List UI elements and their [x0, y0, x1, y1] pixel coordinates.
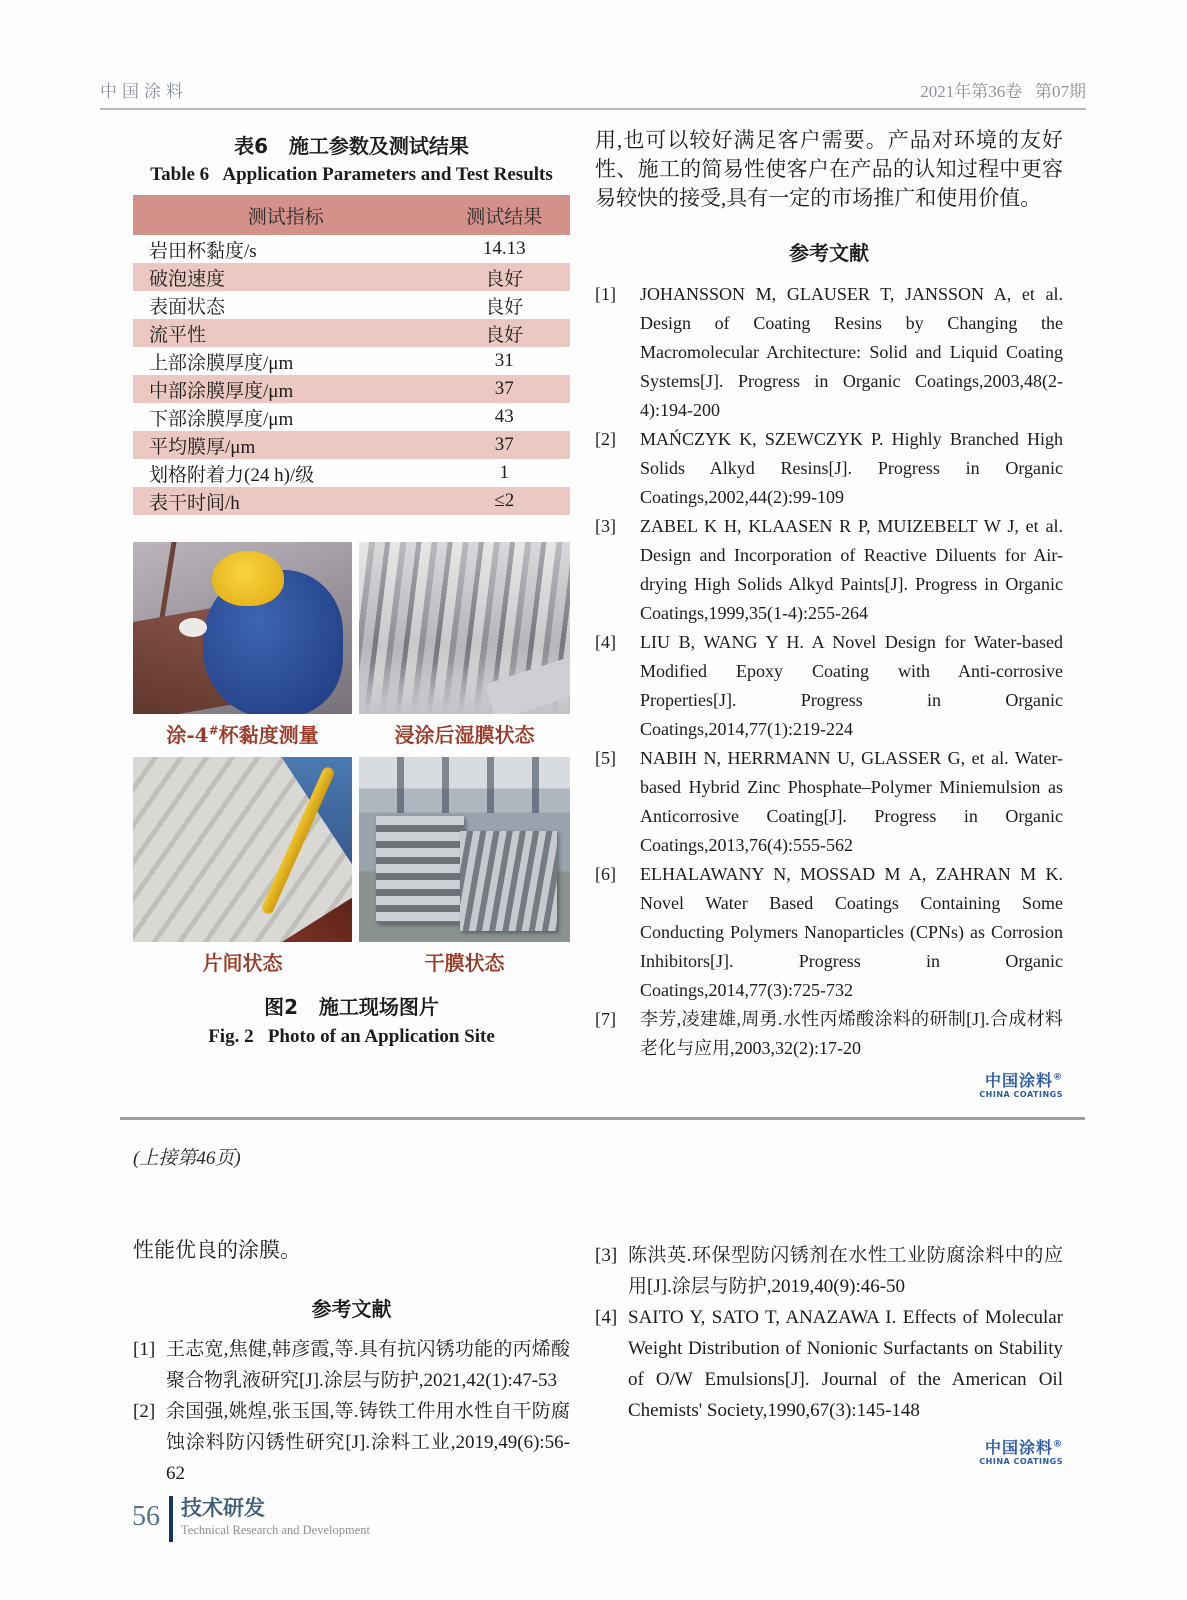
bottom-left-column — [133, 1236, 570, 1489]
photo-caption-between-fins: 片间状态 — [202, 951, 283, 975]
journal-name: 中国涂料 — [100, 82, 188, 101]
glove-shape — [179, 618, 207, 637]
result-cell: 37 — [494, 378, 514, 399]
param-cell: 下部涂膜厚度/μm — [149, 408, 294, 430]
reference-number: [7] — [595, 1009, 616, 1029]
logo-name-en: CHINA COATINGS — [979, 1457, 1063, 1466]
footer-divider-bar — [169, 1496, 173, 1542]
logo-name-cn: 中国涂料® — [984, 1438, 1063, 1457]
column-header-indicator: 测试指标 — [133, 195, 438, 235]
table6-title-en: Table 6 Application Parameters and Test Results — [150, 164, 553, 185]
reference-item — [595, 1005, 1063, 1063]
left-column — [133, 130, 570, 1048]
reference-item — [595, 1240, 1063, 1302]
logo-name-en: CHINA COATINGS — [979, 1090, 1063, 1099]
table-row — [133, 487, 570, 515]
figure2-title-en: Fig. 2 Photo of an Application Site — [208, 1026, 495, 1047]
photo-cell-wet-film — [359, 542, 570, 757]
table-row — [133, 375, 570, 403]
page-footer — [132, 1496, 370, 1542]
reference-text: SAITO Y, SATO T, ANAZAWA I. Effects of Molecular Weight Distribution of Nonionic Surfactants on Stability of O/W Emulsions[J]. Journal of the American Oil Chemists' Society,1990,67(3):145-148 — [628, 1307, 1063, 1421]
reference-number: [2] — [595, 429, 616, 449]
result-cell: 31 — [494, 350, 514, 371]
closing-text: 性能优良的涂膜。 — [133, 1238, 301, 1262]
test-results-table-body — [133, 235, 570, 515]
issue-info: 2021年第36卷 第07期 — [920, 82, 1086, 101]
page-header — [100, 74, 1086, 110]
reference-text: ELHALAWANY N, MOSSAD M A, ZAHRAN M K. Novel Water Based Coatings Containing Some Conducting Polymers Nanoparticles (CPNs) as Corrosion Inhibitors[J]. Progress in Organic Coatings,2014,77(3):725-732 — [640, 864, 1063, 1000]
reference-text: LIU B, WANG Y H. A Novel Design for Water-based Modified Epoxy Coating with Anti-corrosive Properties[J]. Progress in Organic Coatings,2014,77(1):219-224 — [640, 632, 1063, 739]
table-row — [133, 347, 570, 375]
reference-number: [2] — [133, 1401, 156, 1422]
param-cell: 上部涂膜厚度/μm — [149, 352, 294, 374]
yellow-pipe-shape — [260, 765, 336, 915]
reference-item — [133, 1396, 570, 1489]
result-cell: 37 — [494, 434, 514, 455]
photo-caption-dry-film: 干膜状态 — [424, 951, 505, 975]
figure2-photo-grid — [133, 542, 570, 985]
logo-name-cn: 中国涂料® — [984, 1071, 1063, 1090]
result-cell: ≤2 — [494, 490, 515, 511]
result-cell: 良好 — [485, 268, 524, 290]
reference-item — [595, 628, 1063, 744]
references-list-main — [595, 280, 1063, 1063]
section-divider — [120, 1117, 1085, 1120]
bottom-right-column — [595, 1240, 1063, 1466]
continuation-note: (上接第46页) — [133, 1148, 241, 1169]
reference-number: [4] — [595, 1307, 618, 1328]
param-cell: 中部涂膜厚度/μm — [149, 380, 294, 402]
reference-text: ZABEL K H, KLAASEN R P, MUIZEBELT W J, et al. Design and Incorporation of Reactive Diluents for Air-drying High Solids Alkyd Paints[J]. Progress in Organic Coatings,1999,35(1-4):255-264 — [640, 516, 1063, 623]
result-cell: 43 — [494, 406, 514, 427]
result-cell: 1 — [499, 462, 509, 483]
china-coatings-logo-bottom — [595, 1440, 1063, 1466]
table-row — [133, 431, 570, 459]
photo-wet-film-after-dipping — [359, 542, 570, 714]
footer-section-en: Technical Research and Development — [181, 1523, 370, 1538]
table-row — [133, 235, 570, 263]
test-results-table — [133, 195, 570, 515]
reference-text: MAŃCZYK K, SZEWCZYK P. Highly Branched High Solids Alkyd Resins[J]. Progress in Organic Coatings,2002,44(2):99-109 — [640, 429, 1063, 507]
table-row — [133, 459, 570, 487]
page-number: 56 — [132, 1501, 160, 1532]
pallet-stack-shape — [460, 831, 557, 931]
references-heading-continued: 参考文献 — [311, 1297, 392, 1321]
reference-item — [595, 744, 1063, 860]
photo-caption-wet-film: 浸涂后湿膜状态 — [394, 723, 535, 747]
photo-cell-dry-film — [359, 757, 570, 985]
reference-number: [6] — [595, 864, 616, 884]
references-list-bottom-right — [595, 1240, 1063, 1426]
photo-dry-film-state — [359, 757, 570, 942]
table-header-row — [133, 195, 570, 235]
table-row — [133, 403, 570, 431]
photo-cell-between-fins — [133, 757, 352, 985]
photo-viscosity-measurement — [133, 542, 352, 714]
column-header-result: 测试结果 — [438, 195, 570, 235]
param-cell: 岩田杯黏度/s — [149, 240, 257, 262]
reference-text: 陈洪英.环保型防闪锈剂在水性工业防腐涂料中的应用[J].涂层与防护,2019,40(9):46-50 — [628, 1245, 1063, 1297]
helmet-shape — [212, 551, 284, 606]
reference-number: [5] — [595, 748, 616, 768]
references-heading-main: 参考文献 — [789, 241, 869, 265]
table-row — [133, 263, 570, 291]
table-row — [133, 319, 570, 347]
param-cell: 表干时间/h — [149, 492, 240, 514]
reference-number: [1] — [133, 1339, 156, 1360]
param-cell: 流平性 — [149, 324, 207, 346]
references-list-bottom-left — [133, 1334, 570, 1489]
roof-beams-shape — [359, 757, 570, 813]
reference-item — [595, 1302, 1063, 1426]
footer-section-cn: 技术研发 — [181, 1496, 265, 1520]
photo-cell-viscosity — [133, 542, 352, 757]
table6-title-cn: 表6 施工参数及测试结果 — [234, 134, 469, 158]
reference-number: [1] — [595, 284, 616, 304]
result-cell: 14.13 — [482, 238, 526, 259]
table-row — [133, 291, 570, 319]
corner-shape — [282, 898, 352, 942]
param-cell: 破泡速度 — [149, 268, 226, 290]
reference-item — [133, 1334, 570, 1396]
reference-item — [595, 425, 1063, 512]
pallet-stack-shape — [376, 816, 465, 923]
photo-between-fins-state — [133, 757, 352, 942]
reference-number: [3] — [595, 1245, 618, 1266]
result-cell: 良好 — [485, 324, 524, 346]
reference-text: NABIH N, HERRMANN U, GLASSER G, et al. Water-based Hybrid Zinc Phosphate–Polymer Miniemulsion as Anticorrosive Coating[J]. Progress in Organic Coatings,2013,76(4):555-562 — [640, 748, 1063, 855]
reference-item — [595, 860, 1063, 1005]
reference-text: 王志宽,焦健,韩彦霞,等.具有抗闪锈功能的丙烯酸聚合物乳液研究[J].涂层与防护,2021,42(1):47-53 — [166, 1339, 570, 1391]
result-cell: 良好 — [485, 296, 524, 318]
registered-mark: ® — [1053, 1439, 1063, 1450]
reference-number: [4] — [595, 632, 616, 652]
figure2-title-cn: 图2 施工现场图片 — [264, 995, 439, 1019]
param-cell: 划格附着力(24 h)/级 — [149, 464, 315, 486]
reference-number: [3] — [595, 516, 616, 536]
china-coatings-logo — [595, 1073, 1063, 1099]
photo-caption-viscosity: 涂-4#杯黏度测量 — [166, 723, 319, 747]
footer-section — [181, 1496, 370, 1538]
reference-item — [595, 280, 1063, 425]
param-cell: 表面状态 — [149, 296, 226, 318]
body-paragraph: 用,也可以较好满足客户需要。产品对环境的友好性、施工的简易性使客户在产品的认知过程中更容易较快的接受,具有一定的市场推广和使用价值。 — [595, 128, 1063, 210]
registered-mark: ® — [1053, 1072, 1063, 1083]
reference-text: 余国强,姚煌,张玉国,等.铸铁工件用水性自干防腐蚀涂料防闪锈性研究[J].涂料工业,2019,49(6):56-62 — [166, 1401, 570, 1484]
reference-text: 李芳,凌建雄,周勇.水性丙烯酸涂料的研制[J].合成材料老化与应用,2003,32(2):17-20 — [640, 1009, 1063, 1058]
right-column — [595, 126, 1063, 1099]
reference-item — [595, 512, 1063, 628]
param-cell: 平均膜厚/μm — [149, 436, 256, 458]
reference-text: JOHANSSON M, GLAUSER T, JANSSON A, et al. Design of Coating Resins by Changing the Macromolecular Architecture: Solid and Liquid Coating Systems[J]. Progress in Organic Coatings,2003,48(2-4):194-200 — [640, 284, 1063, 420]
